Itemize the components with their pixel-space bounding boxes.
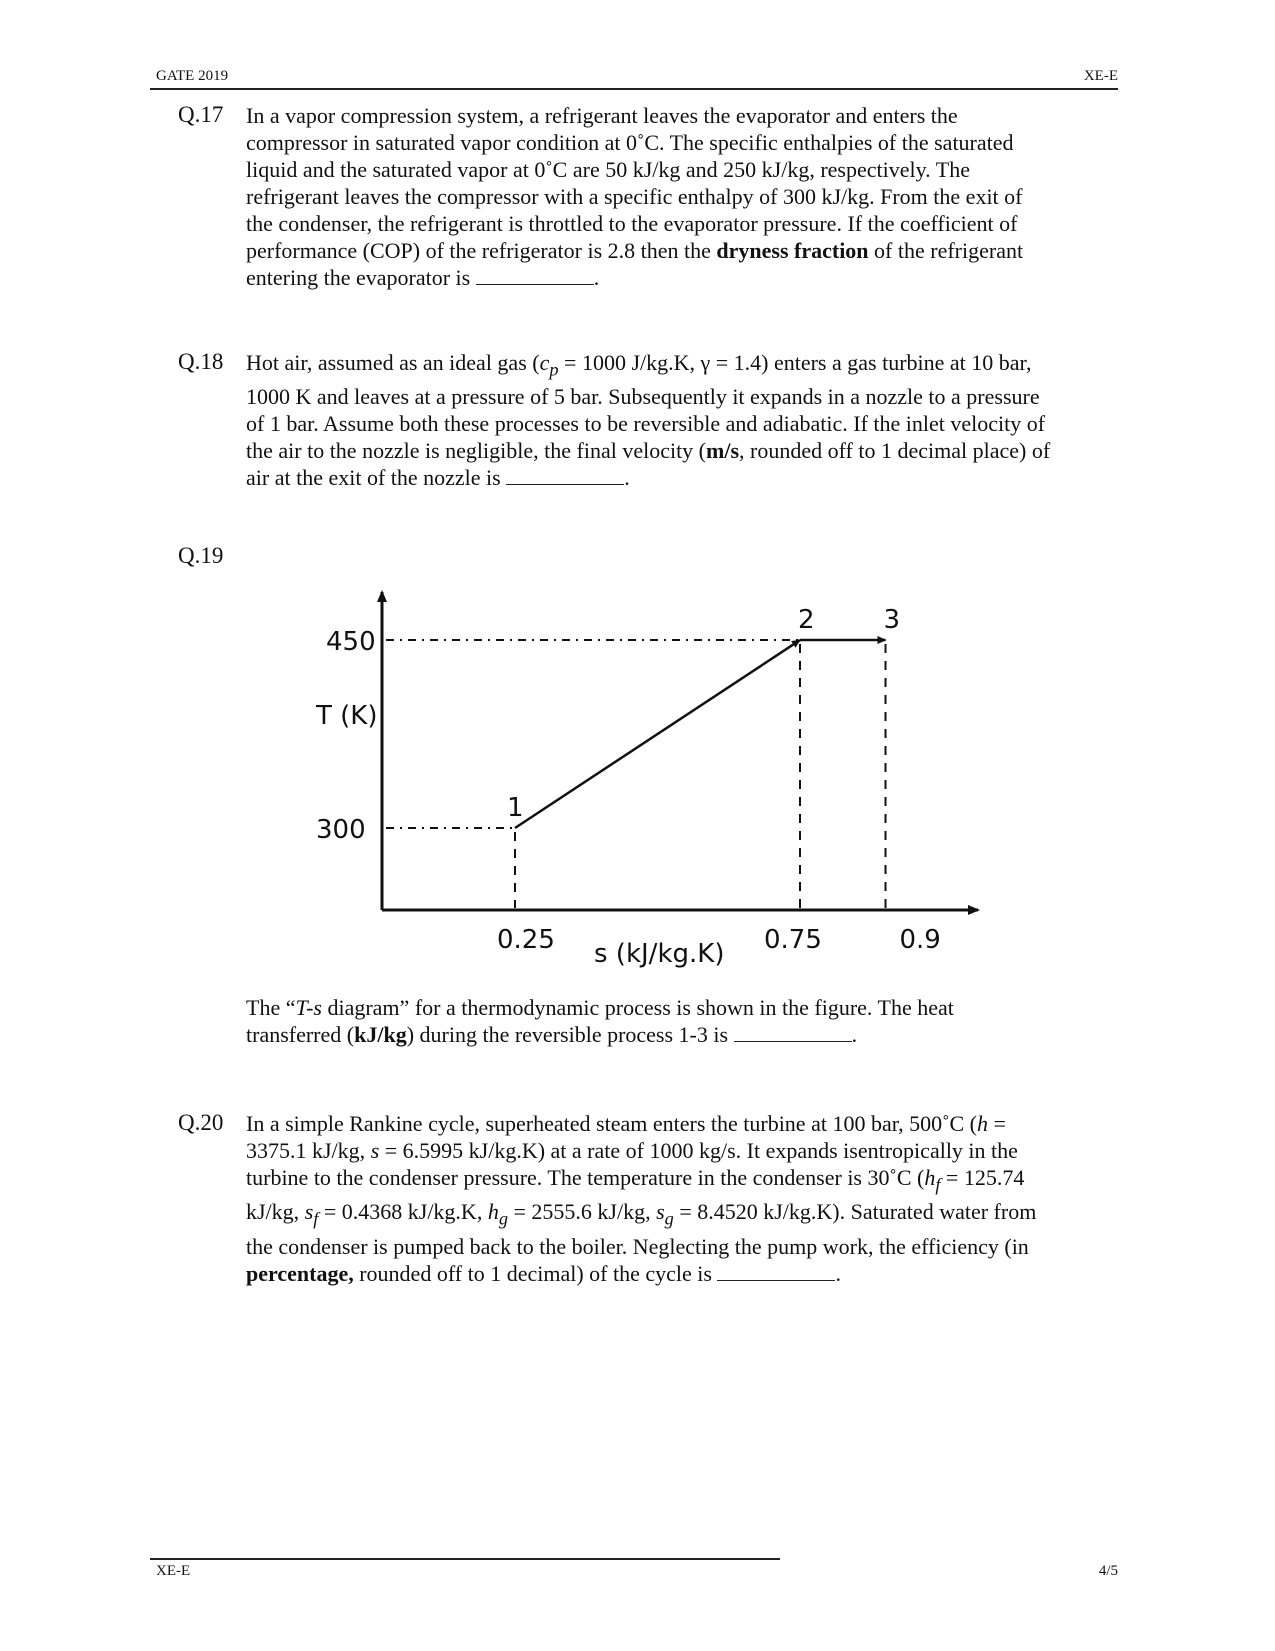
- answer-blank: [476, 266, 594, 285]
- question-line: liquid and the saturated vapor at 0˚C are 50 kJ/kg and 250 kJ/kg, respectively. The: [246, 157, 970, 182]
- footer-paper-code: XE-E: [156, 1563, 191, 1579]
- x-tick-label: 0.9: [899, 925, 941, 955]
- process-line-1-2: [515, 640, 800, 828]
- x-tick-label: 0.25: [497, 925, 555, 955]
- footer-divider: [150, 1558, 780, 1560]
- question-line: percentage, rounded off to 1 decimal) of the cycle is .: [246, 1260, 841, 1286]
- header-exam-title: GATE 2019: [156, 68, 229, 84]
- emphasis-text: dryness fraction: [716, 238, 869, 263]
- answer-blank: [717, 1262, 835, 1281]
- question-line: kJ/kg, $s_f = 0.4368$ kJ/kg.K, $h_g = 2555.6$ kJ/kg, $s_g = 8.4520$ kJ/kg.K). Saturated water from: [246, 1199, 1037, 1229]
- question-line: entering the evaporator is .: [246, 265, 600, 290]
- answer-blank: [506, 466, 624, 485]
- point-label-3: 3: [883, 605, 901, 636]
- question-text: [246, 349, 1116, 491]
- emphasis-text: percentage,: [246, 1260, 354, 1286]
- question-line: performance (COP) of the refrigerator is 2.8 then the dryness fraction of the refrigerant: [246, 238, 1024, 263]
- question-number: Q.19: [178, 543, 224, 568]
- page-number: 4/5: [1098, 1563, 1118, 1579]
- question-line: Hot air, assumed as an ideal gas ($c_p = 1000$ J/kg.K, γ = 1.4) enters a gas turbine at 10 bar,: [246, 350, 1032, 380]
- t-s-diagram-svg: [300, 588, 1060, 1028]
- header-divider: [150, 88, 1118, 90]
- question-line: the condenser is pumped back to the boiler. Neglecting the pump work, the efficiency (in: [246, 1233, 1029, 1259]
- question-line: 1000 K and leaves at a pressure of 5 bar. Subsequently it expands in a nozzle to a pressure: [246, 384, 1040, 410]
- x-axis-label: s (kJ/kg.K): [594, 939, 725, 969]
- question-text: [246, 994, 1116, 1048]
- y-tick-label: 300: [316, 815, 366, 845]
- emphasis-text: kJ/kg: [354, 1022, 407, 1047]
- question-line: the condenser, the refrigerant is throttled to the evaporator pressure. If the coefficient of: [246, 211, 1018, 236]
- question-line: refrigerant leaves the compressor with a specific enthalpy of 300 kJ/kg. From the exit of: [246, 184, 1023, 209]
- question-number: Q.20: [178, 1110, 224, 1135]
- question-number: Q.18: [178, 349, 224, 374]
- question-line: the air to the nozzle is negligible, the final velocity (m/s, rounded off to 1 decimal place) of: [246, 438, 1051, 464]
- question-line: In a simple Rankine cycle, superheated steam enters the turbine at 100 bar, 500˚C (h =: [246, 1111, 1006, 1136]
- point-label-2: 2: [798, 605, 815, 636]
- y-tick-label: 450: [326, 627, 376, 658]
- question-text: [246, 1110, 1116, 1287]
- question-line: 3375.1 kJ/kg, s = 6.5995 kJ/kg.K) at a rate of 1000 kg/s. It expands isentropically in the: [246, 1138, 1018, 1163]
- answer-blank: [734, 1023, 852, 1042]
- question-number: Q.17: [178, 102, 224, 127]
- question-line: transferred (kJ/kg) during the reversible process 1-3 is .: [246, 1022, 858, 1047]
- question-line: air at the exit of the nozzle is .: [246, 465, 630, 491]
- question-line: compressor in saturated vapor condition at 0˚C. The specific enthalpies of the saturated: [246, 130, 1014, 155]
- x-tick-label: 0.75: [764, 925, 822, 955]
- point-label-1: 1: [507, 793, 524, 823]
- question-line: In a vapor compression system, a refrigerant leaves the evaporator and enters the: [246, 103, 958, 128]
- y-axis-label: T (K): [316, 701, 378, 731]
- question-line: turbine to the condenser pressure. The temperature in the condenser is 30˚C ($h_f = 125.74$: [246, 1165, 1025, 1195]
- header-paper-code: XE-E: [1083, 68, 1118, 84]
- t-s-diagram: [300, 588, 1060, 1028]
- question-text: [246, 102, 1116, 291]
- emphasis-text: m/s: [706, 438, 740, 464]
- question-line: of 1 bar. Assume both these processes to be reversible and adiabatic. If the inlet velocity of: [246, 411, 1046, 437]
- question-line: The “T-s diagram” for a thermodynamic process is shown in the figure. The heat: [246, 995, 954, 1020]
